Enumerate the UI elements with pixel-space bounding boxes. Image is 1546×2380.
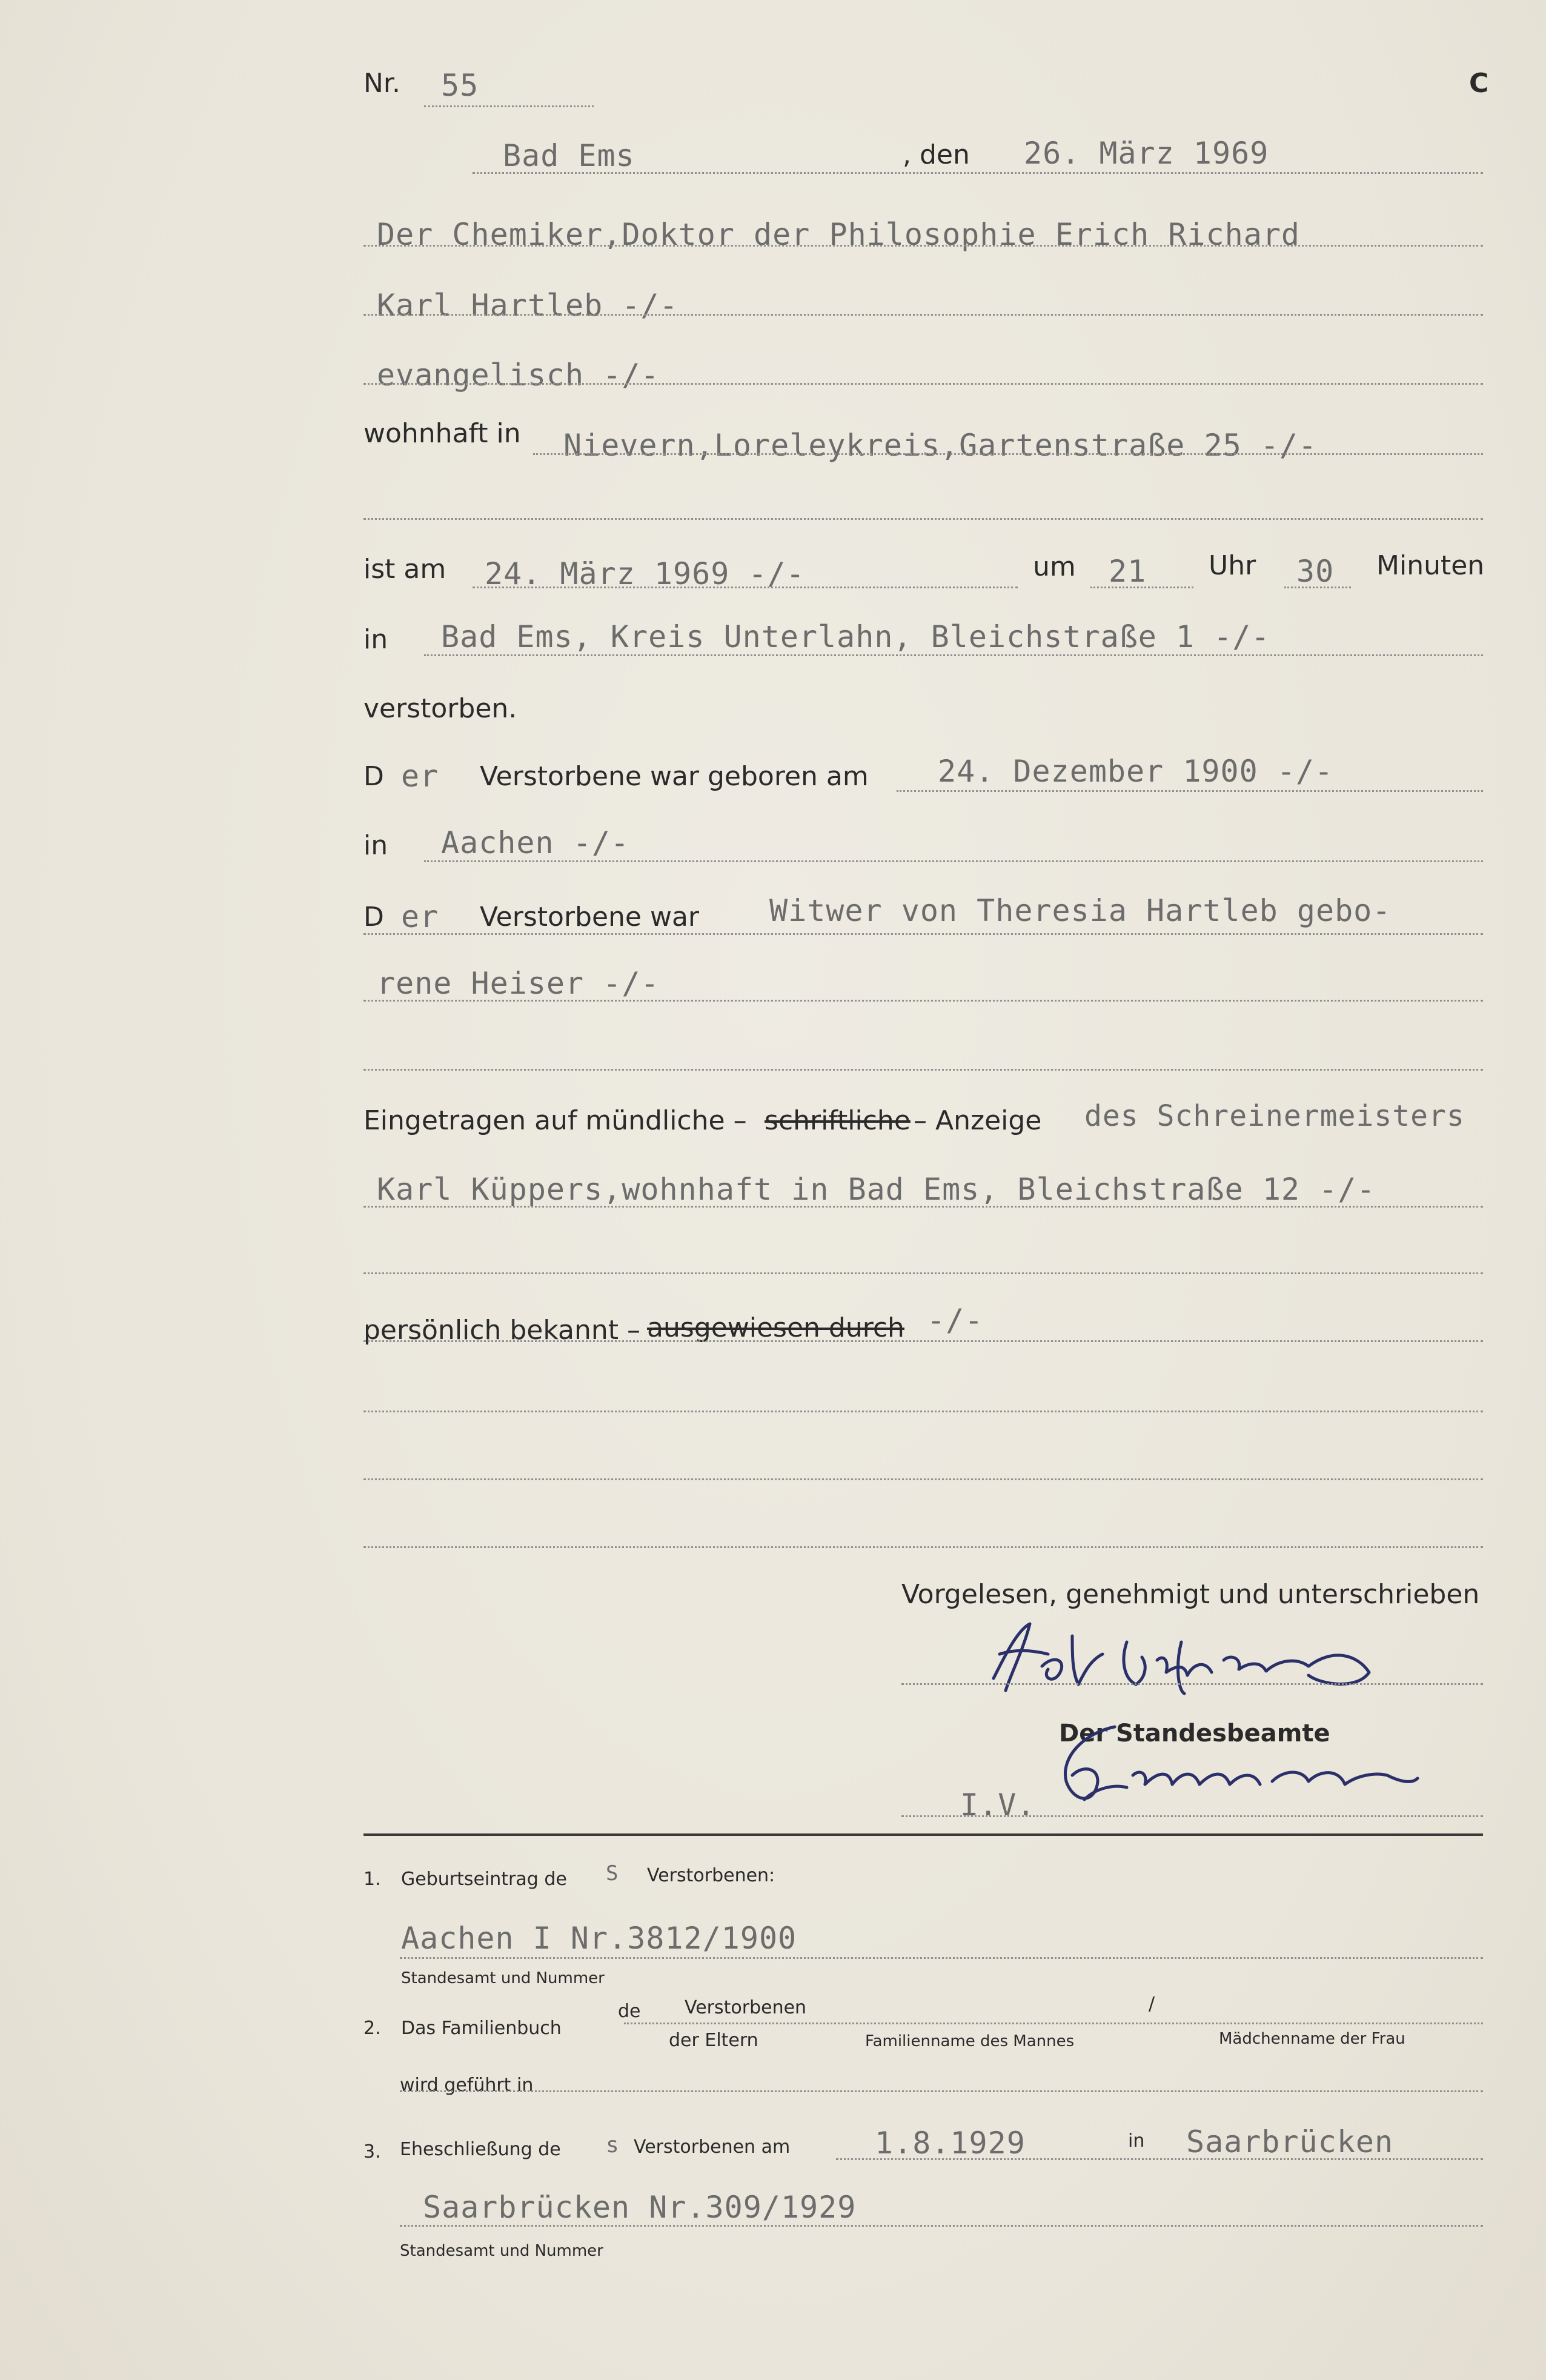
nr-label: Nr. — [363, 68, 400, 99]
footer-item2-slash: / — [1149, 1993, 1155, 2015]
footer-item2-option-deceased: Verstorbenen — [685, 1997, 807, 2018]
rule — [901, 1683, 1483, 1685]
footer-item3-number: 3. — [363, 2141, 381, 2162]
registration-line-2: Karl Küppers,wohnhaft in Bad Ems, Bleichstraße 12 -/- — [377, 1172, 1376, 1207]
rule — [901, 1815, 1483, 1817]
read-approved-signed: Vorgelesen, genehmigt und unterschrieben — [901, 1579, 1480, 1610]
rule — [363, 1340, 1483, 1342]
rule — [363, 1546, 1483, 1548]
footer-item2-number: 2. — [363, 2018, 381, 2039]
deceased-line-2: Karl Hartleb -/- — [377, 288, 678, 323]
identity-struck: ausgewiesen durch — [647, 1312, 904, 1343]
den-label: , den — [903, 139, 970, 170]
footer-separator — [363, 1833, 1483, 1836]
registration-label-suffix: – Anzeige — [914, 1105, 1042, 1136]
marital-line-2: rene Heiser -/- — [377, 966, 660, 1001]
birth-place: Aachen -/- — [441, 825, 630, 860]
minuten-label: Minuten — [1376, 550, 1485, 581]
death-minutes: 30 — [1296, 554, 1335, 589]
footer-item1-number: 1. — [363, 1869, 381, 1890]
footer-item3-label2: Verstorbenen am — [634, 2136, 791, 2158]
rule — [363, 933, 1483, 935]
footer-item1-s-typed: S — [606, 1861, 619, 1886]
rule — [473, 172, 1483, 174]
marital-d-label: D — [363, 902, 384, 932]
footer-item3-registry: Saarbrücken Nr.309/1929 — [423, 2190, 857, 2225]
section-letter: C — [1469, 68, 1489, 99]
registry-place: Bad Ems — [503, 138, 635, 173]
identity-label: persönlich bekannt – — [363, 1315, 641, 1346]
rule — [400, 1957, 1483, 1959]
death-place: Bad Ems, Kreis Unterlahn, Bleichstraße 1 -/- — [441, 619, 1270, 654]
footer-item3-s-typed: s — [606, 2133, 620, 2158]
footer-item2-option-parents: der Eltern — [669, 2030, 758, 2051]
registration-label-prefix: Eingetragen auf mündliche – — [363, 1105, 747, 1136]
rule — [363, 383, 1483, 385]
registrar-label: Der Standesbeamte — [1059, 1720, 1330, 1747]
rule — [424, 654, 1483, 656]
death-in-label: in — [363, 624, 388, 655]
footer-item1-value: Aachen I Nr.3812/1900 — [401, 1921, 797, 1956]
rule — [363, 1069, 1483, 1071]
birth-er-typed: er — [401, 759, 439, 794]
deceased-line-1: Der Chemiker,Doktor der Philosophie Erich Richard — [377, 217, 1301, 252]
rule — [363, 518, 1483, 520]
marital-line-1: Witwer von Theresia Hartleb gebo- — [769, 893, 1392, 928]
footer-item2-caption-husband: Familienname des Mannes — [865, 2032, 1075, 2050]
footer-item2-de: de — [618, 2001, 641, 2022]
footer-item2-label: Das Familienbuch — [401, 2018, 562, 2039]
footer-item1-label2: Verstorbenen: — [647, 1865, 775, 1886]
rule — [533, 453, 1483, 455]
residence-label: wohnhaft in — [363, 418, 521, 449]
iv-label: I.V. — [960, 1787, 1036, 1823]
footer-item1-label: Geburtseintrag de — [401, 1869, 567, 1890]
birth-d-label: D — [363, 761, 384, 792]
rule — [424, 105, 594, 107]
ist-am-label: ist am — [363, 554, 446, 585]
rule — [363, 1000, 1483, 1002]
rule — [363, 245, 1483, 247]
deceased-residence: Nievern,Loreleykreis,Gartenstraße 25 -/- — [563, 428, 1318, 463]
rule — [424, 860, 1483, 862]
footer-item3-place: Saarbrücken — [1186, 2124, 1394, 2159]
rule — [836, 2158, 1483, 2160]
death-hour: 21 — [1109, 554, 1147, 589]
rule — [363, 1411, 1483, 1412]
deceased-religion: evangelisch -/- — [377, 357, 660, 393]
rule — [363, 1206, 1483, 1208]
registry-date: 26. März 1969 — [1024, 136, 1269, 171]
rule — [1284, 587, 1351, 588]
rule — [363, 314, 1483, 316]
rule — [897, 790, 1483, 792]
rule — [400, 2090, 1483, 2092]
footer-item1-caption: Standesamt und Nummer — [401, 1969, 605, 1987]
footer-item3-in-label: in — [1128, 2130, 1145, 2152]
birth-label: Verstorbene war geboren am — [480, 761, 869, 792]
um-label: um — [1033, 551, 1076, 582]
entry-number: 55 — [441, 68, 479, 103]
verstorben-label: verstorben. — [363, 693, 517, 724]
uhr-label: Uhr — [1209, 550, 1256, 581]
death-date: 24. März 1969 -/- — [485, 556, 805, 591]
marital-label: Verstorbene war — [480, 902, 700, 932]
rule — [400, 2225, 1483, 2227]
rule — [624, 2023, 1483, 2024]
footer-item2-kept-in: wird geführt in — [400, 2075, 534, 2096]
marital-er-typed: er — [401, 899, 439, 934]
identity-value: -/- — [927, 1303, 984, 1338]
rule — [363, 1272, 1483, 1274]
footer-item3-date: 1.8.1929 — [875, 2126, 1026, 2161]
registration-line-1: des Schreinermeisters — [1084, 1099, 1465, 1133]
registration-struck: schriftliche — [765, 1105, 911, 1136]
registrar-signature — [1048, 1721, 1424, 1824]
footer-item3-caption: Standesamt und Nummer — [400, 2242, 603, 2260]
birth-date: 24. Dezember 1900 -/- — [938, 754, 1334, 789]
rule — [473, 587, 1018, 588]
footer-item3-label: Eheschließung de — [400, 2139, 561, 2160]
rule — [363, 1478, 1483, 1480]
rule — [1090, 587, 1193, 588]
birth-in-label: in — [363, 830, 388, 861]
footer-item2-caption-wife: Mädchenname der Frau — [1219, 2030, 1405, 2048]
